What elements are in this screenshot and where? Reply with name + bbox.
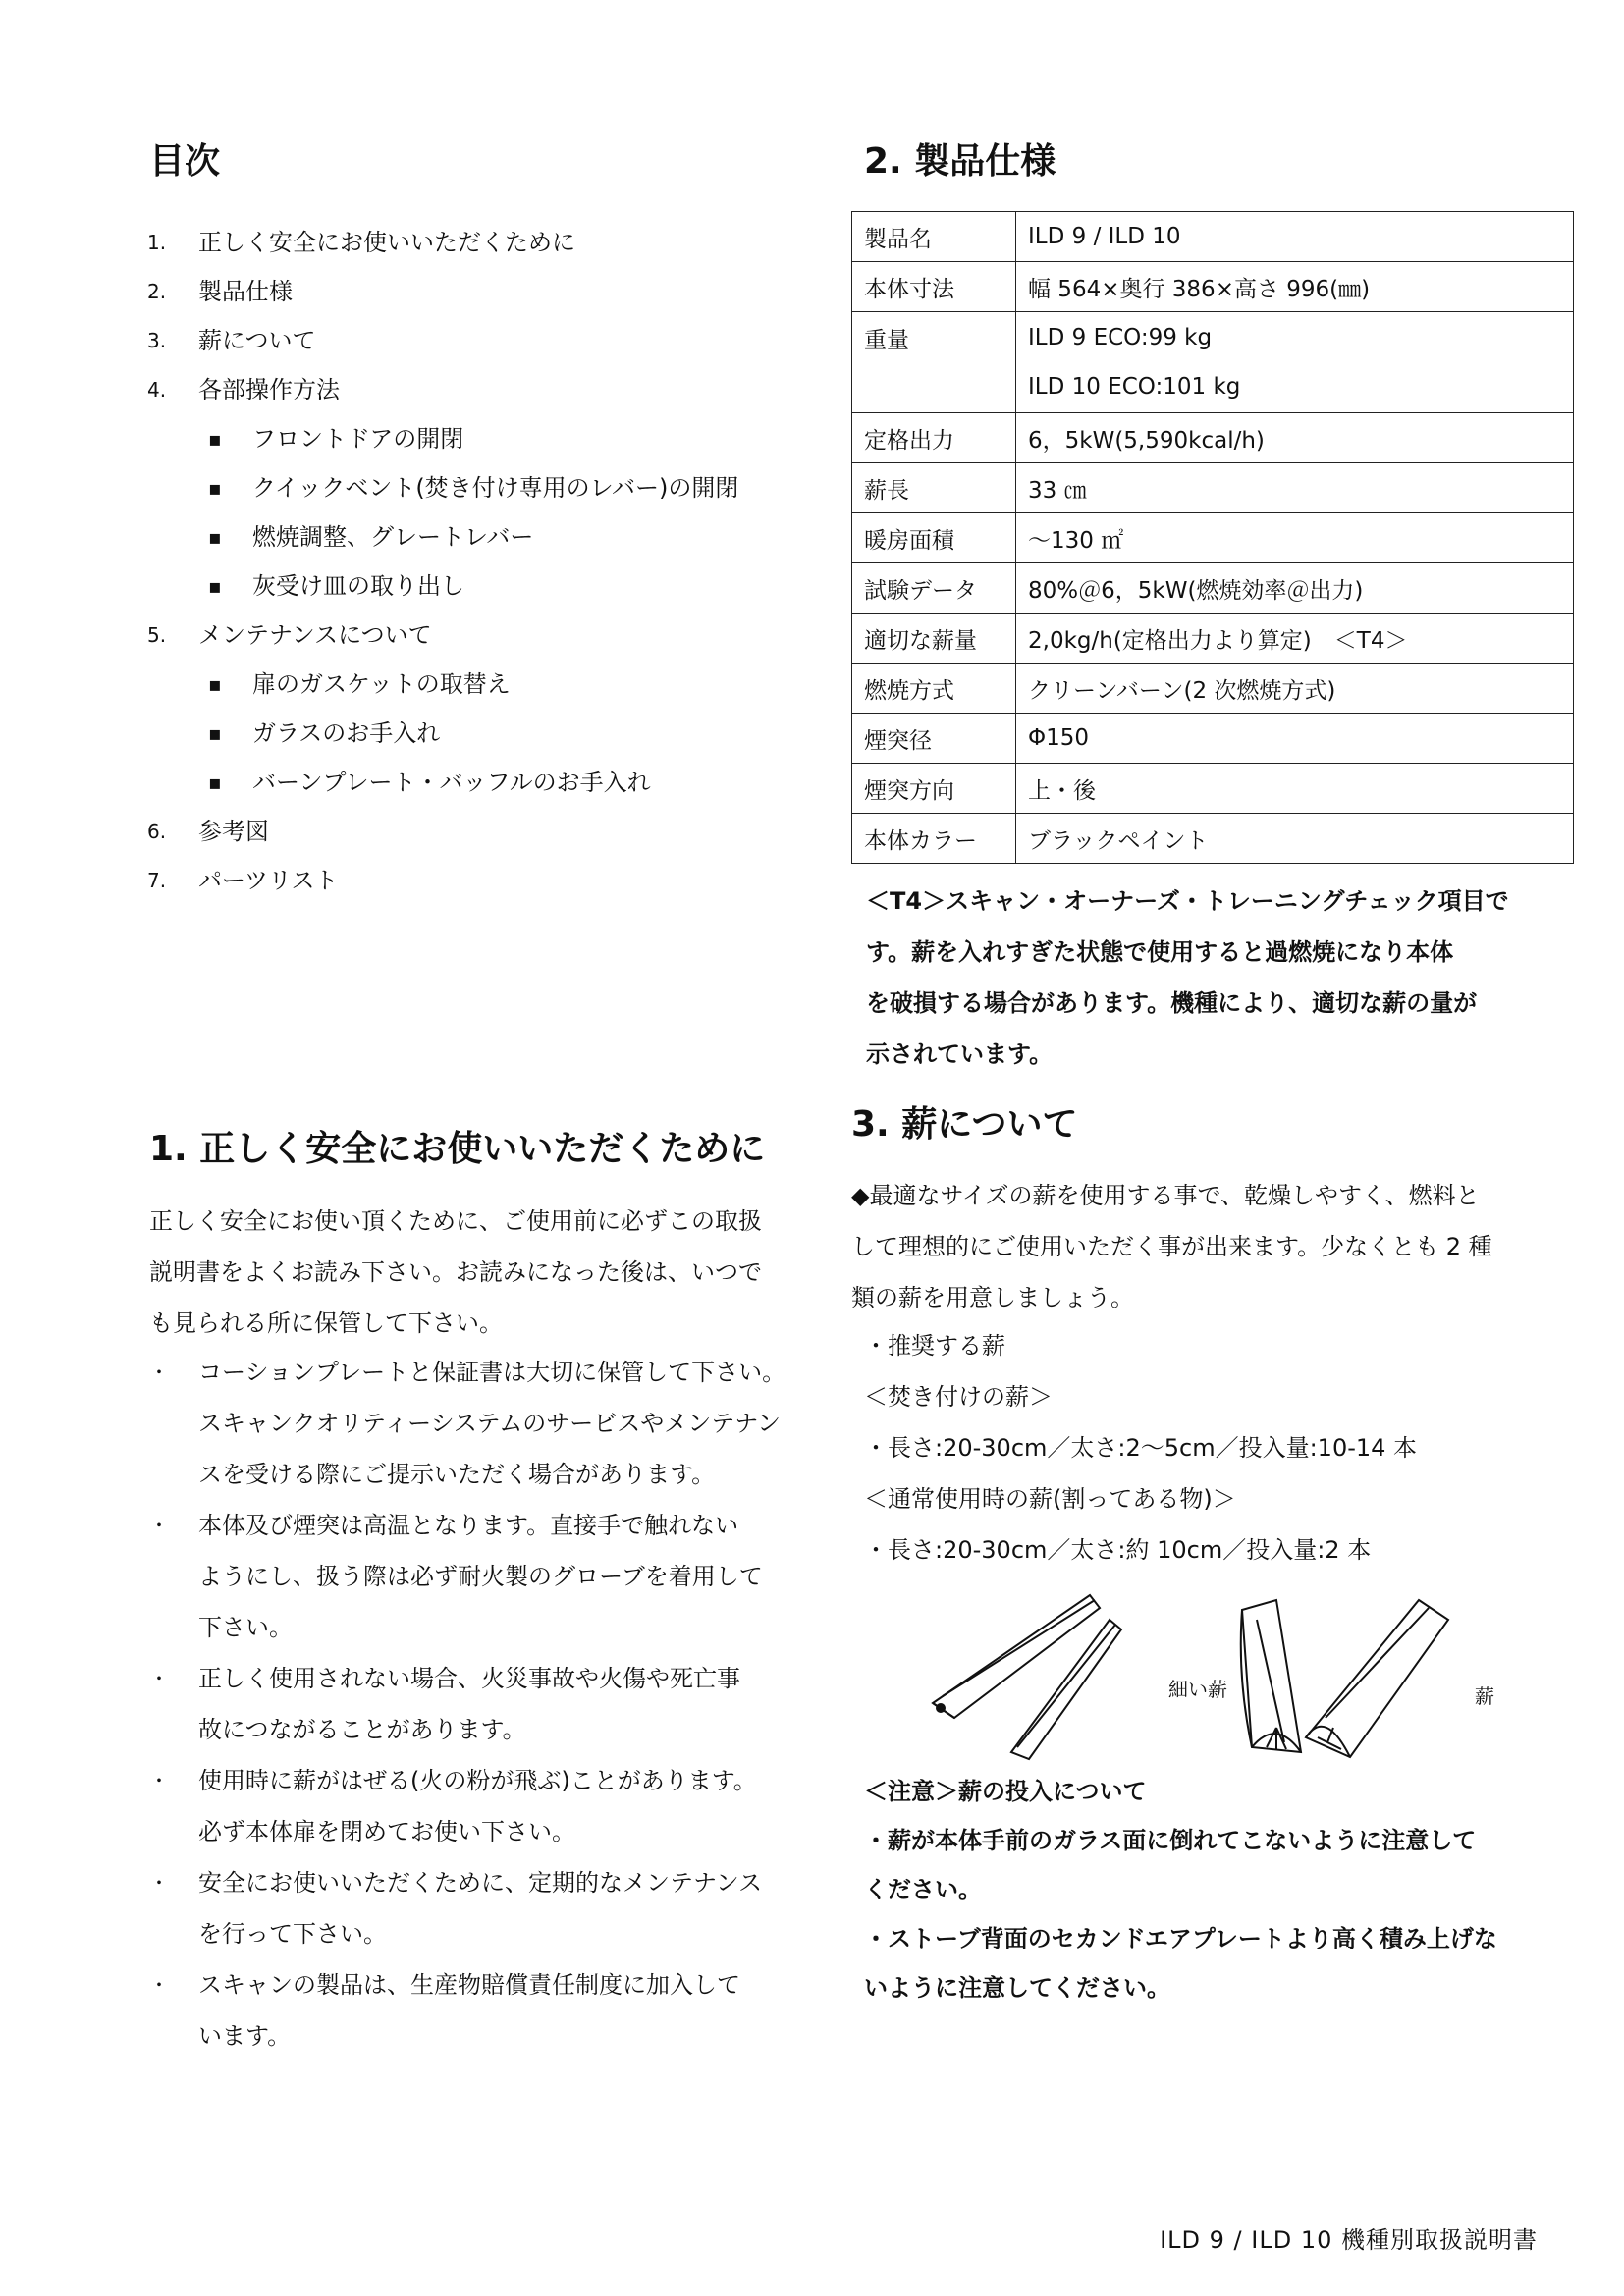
toc-subitem: ▪ クイックベント(焚き付け専用のレバー)の開閉	[208, 474, 739, 502]
split-log-icon	[1241, 1600, 1301, 1752]
thin-stick-icon	[933, 1595, 1121, 1759]
toc-item: 5. メンテナンスについて	[147, 621, 432, 649]
toc-item: 7. パーツリスト	[147, 867, 339, 894]
toc-title: 目次	[149, 141, 221, 182]
section3-intro: ◆最適なサイズの薪を使用する事で、乾燥しやすく、燃料と して理想的にご使用いただく事が出来ます。少なくとも 2 種 類の薪を用意しましょう。	[851, 1182, 1492, 1311]
table-row: 本体カラー ブラックペイント	[852, 814, 1574, 864]
list-item: ・ 本体及び煙突は高温となります。直接手で触れない ようにし、扱う際は必ず耐火製のグローブを着用して 下さい。	[149, 1512, 763, 1641]
list-item: ・ 安全にお使いいただくために、定期的なメンテナンス を行って下さい。	[149, 1869, 763, 1948]
intro-line: 説明書をよくお読み下さい。お読みになった後は、いつで	[149, 1258, 762, 1286]
intro-line: も見られる所に保管して下さい。	[149, 1309, 503, 1337]
firewood-illustration	[913, 1580, 1522, 1767]
page-footer: ILD 9 / ILD 10 機種別取扱説明書	[1160, 2226, 1538, 2254]
log-label: 薪	[1475, 1684, 1494, 1708]
table-row: 暖房面積 ～130 ㎡	[852, 513, 1574, 563]
t4-note: ＜T4＞スキャン・オーナーズ・トレーニングチェック項目で す。薪を入れすぎた状態で使用すると過燃焼になり本体 を破損する場合があります。機種により、適切な薪の量が 示されています。	[866, 887, 1509, 1068]
list-item: ・ スキャンの製品は、生産物賠償責任制度に加入して います。	[149, 1971, 740, 2050]
table-row: 燃焼方式 クリーンバーン(2 次燃焼方式)	[852, 664, 1574, 714]
safety-list	[149, 1347, 837, 2061]
spec-table	[851, 211, 1574, 864]
section1-title: 1. 正しく安全にお使いいただくために	[149, 1129, 766, 1169]
toc-item: 4. 各部操作方法	[147, 376, 340, 403]
toc-subitem: ▪ 燃焼調整、グレートレバー	[208, 523, 534, 551]
table-of-contents	[147, 218, 835, 905]
toc-subitem: ▪ フロントドアの開閉	[208, 425, 464, 453]
toc-subitem: ▪ 灰受け皿の取り出し	[208, 572, 464, 600]
toc-subitem: ▪ 扉のガスケットの取替え	[208, 670, 511, 698]
section1-intro	[149, 1196, 827, 1349]
table-row: 煙突径 Φ150	[852, 714, 1574, 764]
list-item: ・ コーションプレートと保証書は大切に保管して下さい。 スキャンクオリティーシステムのサービスやメンテナン スを受ける際にご提示いただく場合があります。	[149, 1359, 786, 1488]
table-row: 本体寸法 幅 564×奥行 386×高さ 996(㎜)	[852, 262, 1574, 312]
split-log-icon	[1306, 1600, 1448, 1757]
intro-line: 正しく安全にお使い頂くために、ご使用前に必ずこの取扱	[149, 1207, 762, 1235]
table-row: 適切な薪量 2,0kg/h(定格出力より算定) ＜T4＞	[852, 614, 1574, 664]
toc-item: 3. 薪について	[147, 327, 316, 354]
firewood-specs: ・推奨する薪 ＜焚き付けの薪＞ ・長さ:20-30cm／太さ:2～5cm／投入量:10-14 本 ＜通常使用時の薪(割ってある物)＞ ・長さ:20-30cm／太さ:約 10cm／投入量:2 本	[864, 1332, 1418, 1564]
table-row: 製品名 ILD 9 / ILD 10	[852, 212, 1574, 262]
table-row: 定格出力 6，5kW(5,590kcal/h)	[852, 413, 1574, 463]
toc-item: 2. 製品仕様	[147, 278, 293, 305]
list-item: ・ 正しく使用されない場合、火災事故や火傷や死亡事 故につながることがあります。	[149, 1665, 740, 1743]
table-row: 薪長 33 ㎝	[852, 463, 1574, 513]
list-item: ・ 使用時に薪がはぜる(火の粉が飛ぶ)ことがあります。 必ず本体扉を閉めてお使い下さい。	[149, 1767, 757, 1845]
toc-item: 1. 正しく安全にお使いいただくために	[147, 229, 575, 256]
section2-title: 2. 製品仕様	[864, 141, 1056, 182]
table-row: 試験データ 80%＠6，5kW(燃焼効率＠出力)	[852, 563, 1574, 614]
toc-item: 6. 参考図	[147, 818, 269, 845]
table-row: 煙突方向 上・後	[852, 764, 1574, 814]
toc-subitem: ▪ バーンプレート・バッフルのお手入れ	[208, 769, 651, 796]
section3-title: 3. 薪について	[851, 1104, 1078, 1145]
thin-stick-label: 細い薪	[1168, 1678, 1227, 1701]
caution-note: ＜注意＞薪の投入について ・薪が本体手前のガラス面に倒れてこないように注意して ください。 ・ストーブ背面のセカンドエアプレートより高く積み上げな いように注意してください。	[864, 1778, 1497, 2002]
toc-subitem: ▪ ガラスのお手入れ	[208, 720, 441, 747]
table-row: 重量 ILD 9 ECO:99 kg ILD 10 ECO:101 kg	[852, 312, 1574, 413]
